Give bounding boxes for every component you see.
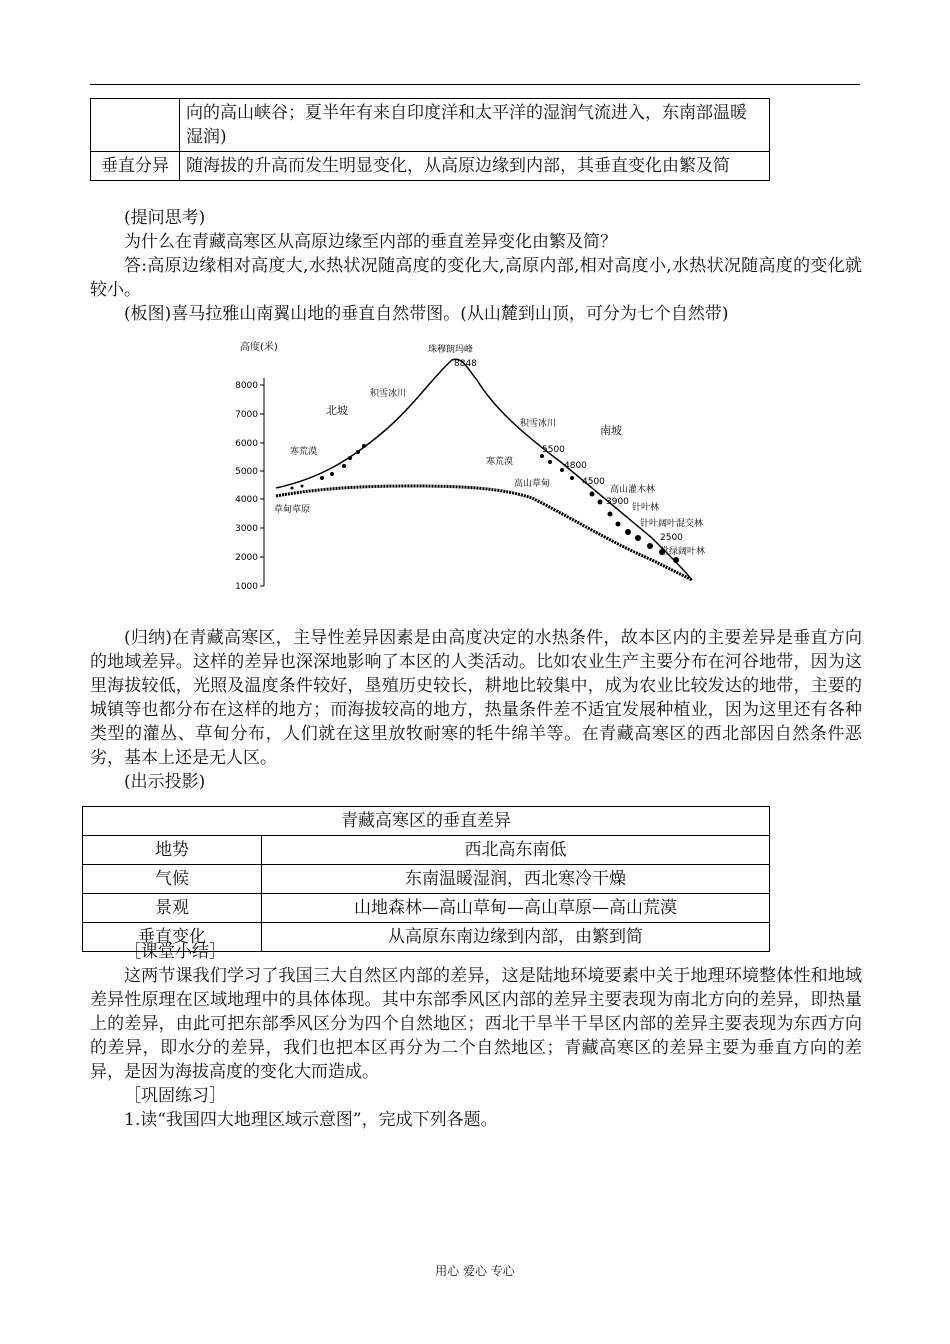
top-table-row1-content: 向的高山峡谷；夏半年有来自印度洋和太平洋的湿润气流进入，东南部温暖湿润) <box>180 99 770 152</box>
paragraph-projection-heading: (出示投影) <box>124 772 206 792</box>
y-axis-title: 高度(米) <box>240 342 278 353</box>
altitude-2500-label: 2500 <box>660 533 683 543</box>
y-tick-label: 3000 <box>235 524 258 534</box>
alpine-shrub-label: 高山灌木林 <box>610 485 656 495</box>
top-table-row2-label: 垂直分异 <box>91 152 180 181</box>
top-table-row2-content: 随海拔的升高而发生明显变化，从高原边缘到内部，其垂直变化由繁及简 <box>180 152 770 181</box>
south-snow-label: 积雪冰川 <box>520 419 557 429</box>
projection-table-title: 青藏高寒区的垂直差异 <box>83 807 770 836</box>
projection-table <box>82 806 770 952</box>
evergreen-forest-label: 常绿阔叶林 <box>660 547 706 557</box>
south-slope-label: 南坡 <box>600 424 622 437</box>
paragraph-summary: (归纳)在青藏高寒区，主导性差异因素是由高度决定的水热条件，故本区内的主要差异是垂直方向的地域差异。这样的差异也深深地影响了本区的人类活动。比如农业生产主要分布在河谷地带，因为这里海拔较低，光照及温度条件较好，垦殖历史较长，耕地比较集中，成为农业比较发达的地带，主要的城镇等也都分布在这样的地方；而海拔较高的地方，热量条件差不适宜发展种植业，因为这里还有各种类型的灌丛、草甸分布，人们就在这里放牧耐寒的牦牛绵羊等。在青藏高寒区的西北部因自然条件恶劣，基本上还是无人区。 <box>90 628 862 768</box>
y-tick-label: 2000 <box>235 553 258 563</box>
altitude-4500-label: 4500 <box>582 477 605 487</box>
y-tick-label: 4000 <box>235 495 258 505</box>
paragraph-question-heading: (提问思考) <box>124 208 206 228</box>
paragraph-figure-caption: (板图)喜马拉雅山南翼山地的垂直自然带图。(从山麓到山顶，可分为七个自然带) <box>124 304 729 324</box>
projection-row-value: 西北高东南低 <box>262 836 770 865</box>
projection-row-value: 从高原东南边缘到内部，由繁到简 <box>262 923 770 952</box>
mountain-profile <box>276 359 692 580</box>
north-desert-label: 寒荒漠 <box>290 447 318 457</box>
projection-row-key: 地势 <box>83 836 262 865</box>
paragraph-answer: 答:高原边缘相对高度大,水热状况随高度的变化大,高原内部,相对高度小,水热状况随高度的变化就较小。 <box>90 256 862 300</box>
altitude-3900-label: 3900 <box>606 497 629 507</box>
peak-height-label: 8848 <box>454 359 477 369</box>
conifer-label: 针叶林 <box>632 503 660 513</box>
peak-name-label: 珠穆朗玛峰 <box>428 345 474 355</box>
north-snow-label: 积雪冰川 <box>370 389 407 399</box>
page-footer: 用心 爱心 专心 <box>435 1264 515 1278</box>
south-desert-label: 寒荒漠 <box>486 457 514 467</box>
alpine-meadow-label: 高山草甸 <box>514 479 551 489</box>
paragraph-lesson-summary-heading: ［课堂小结］ <box>124 942 226 962</box>
top-table-empty-cell <box>91 99 180 152</box>
projection-row-key: 气候 <box>83 865 262 894</box>
altitude-4800-label: 4800 <box>564 461 587 471</box>
projection-row-key: 垂直变化 <box>83 923 262 952</box>
altitude-5500-label: 5500 <box>542 445 565 455</box>
y-tick-label: 7000 <box>235 410 258 420</box>
paragraph-question: 为什么在青藏高寒区从高原边缘至内部的垂直差异变化由繁及简？ <box>124 232 617 252</box>
y-tick-label: 1000 <box>235 582 258 592</box>
mixed-forest-label: 针叶阔叶混交林 <box>640 519 704 529</box>
projection-row-value: 东南温暖湿润，西北寒冷干燥 <box>262 865 770 894</box>
header-rule <box>90 84 860 85</box>
paragraph-lesson-summary: 这两节课我们学习了我国三大自然区内部的差异，这是陆地环境要素中关于地理环境整体性和地域差异性原理在区域地理中的具体体现。其中东部季风区内部的差异主要表现为南北方向的差异，即热量上的差异，由此可把东部季风区分为四个自然地区；西北干旱半干旱区内部的差异主要表现为东西方向的差异，即水分的差异，我们也把本区再分为二个自然地区；青藏高寒区的差异主要为垂直方向的差异，是因为海拔高度的变化大而造成。 <box>90 966 862 1082</box>
y-tick-label: 6000 <box>235 439 258 449</box>
paragraph-practice-heading: ［巩固练习］ <box>124 1086 226 1106</box>
top-table <box>90 98 770 181</box>
projection-row-key: 景观 <box>83 894 262 923</box>
plateau-label: 草甸草原 <box>274 505 311 515</box>
y-tick-label: 8000 <box>235 381 258 391</box>
vertical-zonation-figure <box>232 338 712 598</box>
paragraph-practice-question: 1.读“我国四大地理区域示意图”，完成下列各题。 <box>124 1110 498 1130</box>
north-slope-label: 北坡 <box>326 404 348 417</box>
y-tick-label: 5000 <box>235 467 258 477</box>
projection-row-value: 山地森林—高山草甸—高山草原—高山荒漠 <box>262 894 770 923</box>
